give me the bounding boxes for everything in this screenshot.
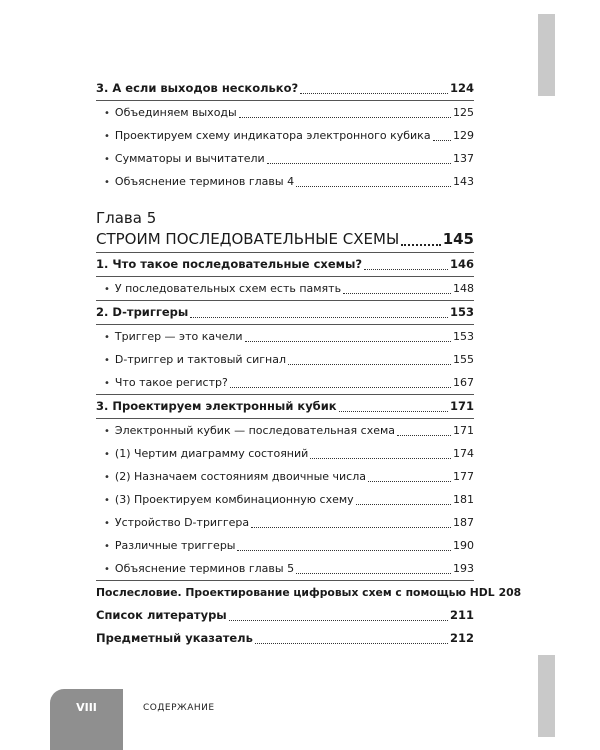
toc-section-heading[interactable] [96,77,474,101]
toc-item-label: У последовательных схем есть память [114,282,342,295]
toc-item[interactable] [96,325,474,348]
toc-item-label: Устройство D-триггера [114,516,250,529]
toc-item[interactable] [96,348,474,371]
page-number-tab [50,689,123,750]
toc-page-number: 137 [453,152,474,165]
toc-backmatter-item[interactable] [96,627,474,650]
toc-item[interactable] [96,488,474,511]
toc-leader-dots [267,162,451,164]
toc-page-number: 155 [453,353,474,366]
bullet-icon: • [104,332,110,343]
toc-item-label: Проектируем схему индикатора электронного кубика [114,129,431,142]
toc-item[interactable] [96,371,474,395]
toc-item[interactable] [96,277,474,301]
toc-leader-dots [239,116,451,118]
toc-leader-dots [190,316,448,318]
toc-item-label: Объяснение терминов главы 5 [114,562,295,575]
toc-item-label: (1) Чертим диаграмму состояний [114,447,309,460]
bullet-icon: • [104,355,110,366]
toc-item[interactable] [96,101,474,124]
toc-item-label: (3) Проектируем комбинационную схему [114,493,354,506]
toc-leader-dots [229,619,448,621]
toc-leader-dots [433,139,451,141]
toc-backmatter-item[interactable] [96,604,474,627]
toc-leader-dots [343,292,451,294]
toc-page-number: 177 [453,470,474,483]
chapter-title: СТРОИМ ПОСЛЕДОВАТЕЛЬНЫЕ СХЕМЫ [96,230,400,248]
toc-item[interactable] [96,147,474,170]
page-edge-tab-top [538,14,555,96]
toc-page-number: 125 [453,106,474,119]
bullet-icon: • [104,564,110,575]
toc-item[interactable] [96,419,474,442]
toc-chapter4-section3 [96,77,474,193]
toc-leader-dots [300,92,448,94]
toc-leader-dots [296,572,451,574]
toc-item[interactable] [96,511,474,534]
toc-item-label: Предметный указатель [96,631,253,645]
running-footer-title: СОДЕРЖАНИЕ [143,703,215,713]
toc-section-title: 1. Что такое последовательные схемы? [96,257,363,271]
toc-page-number: 146 [449,257,474,271]
toc-item[interactable] [96,465,474,488]
toc-backmatter-item[interactable] [96,581,522,604]
toc-page-number: 171 [453,424,474,437]
toc-item-label: Различные триггеры [114,539,236,552]
toc-item[interactable] [96,442,474,465]
bullet-icon: • [104,108,110,119]
toc-item-label: Электронный кубик — последовательная схема [114,424,396,437]
toc-page-number: 174 [453,447,474,460]
toc-item-label: Триггер — это качели [114,330,243,343]
toc-page-number: 212 [449,631,474,645]
toc-item-label: Сумматоры и вычитатели [114,152,265,165]
chapter-heading[interactable] [96,228,474,253]
toc-chapter5 [96,198,522,650]
toc-item-label: Список литературы [96,608,227,622]
toc-item-label: Послесловие. Проектирование цифровых схем с помощью HDL [96,586,495,599]
toc-leader-dots [364,268,448,270]
toc-page-number: 211 [449,608,474,622]
toc-leader-dots [401,244,441,246]
toc-section-heading[interactable] [96,395,474,419]
toc-section-title: 3. А если выходов несколько? [96,81,299,95]
toc-leader-dots [255,642,448,644]
bullet-icon: • [104,518,110,529]
toc-item[interactable] [96,534,474,557]
bullet-icon: • [104,177,110,188]
toc-page-number: 208 [498,586,522,599]
toc-leader-dots [310,457,451,459]
toc-page-number: 124 [449,81,474,95]
toc-section-title: 3. Проектируем электронный кубик [96,399,337,413]
toc-leader-dots [230,386,451,388]
bullet-icon: • [104,449,110,460]
bullet-icon: • [104,495,110,506]
toc-page-number: 171 [449,399,474,413]
toc-leader-dots [237,549,451,551]
toc-leader-dots [251,526,451,528]
toc-page-number: 143 [453,175,474,188]
bullet-icon: • [104,378,110,389]
page-number: VIII [76,701,97,714]
bullet-icon: • [104,131,110,142]
toc-page-number: 145 [442,230,474,248]
toc-page-number: 187 [453,516,474,529]
toc-section-title: 2. D-триггеры [96,305,189,319]
bullet-icon: • [104,284,110,295]
toc-page-number: 153 [453,330,474,343]
toc-leader-dots [339,410,448,412]
bullet-icon: • [104,154,110,165]
toc-page-number: 190 [453,539,474,552]
toc-page-number: 153 [449,305,474,319]
toc-leader-dots [245,340,451,342]
toc-page-number: 181 [453,493,474,506]
toc-item-label: D-триггер и тактовый сигнал [114,353,287,366]
toc-page-number: 167 [453,376,474,389]
bullet-icon: • [104,426,110,437]
bullet-icon: • [104,541,110,552]
toc-section-heading[interactable] [96,253,474,277]
page-edge-tab-bottom [538,655,555,737]
toc-item-label: Объяснение терминов главы 4 [114,175,295,188]
toc-leader-dots [288,363,451,365]
toc-section-heading[interactable] [96,301,474,325]
chapter-label: Глава 5 [96,209,157,227]
toc-item-label: Объединяем выходы [114,106,237,119]
toc-leader-dots [356,503,451,505]
toc-item-label: Что такое регистр? [114,376,228,389]
toc-page-number: 129 [453,129,474,142]
toc-page-number: 148 [453,282,474,295]
toc-page-number: 193 [453,562,474,575]
bullet-icon: • [104,472,110,483]
toc-item[interactable] [96,124,474,147]
toc-leader-dots [397,434,451,436]
toc-leader-dots [368,480,451,482]
toc-item[interactable] [96,557,474,581]
toc-item[interactable] [96,170,474,193]
toc-item-label: (2) Назначаем состояниям двоичные числа [114,470,366,483]
toc-leader-dots [296,185,451,187]
